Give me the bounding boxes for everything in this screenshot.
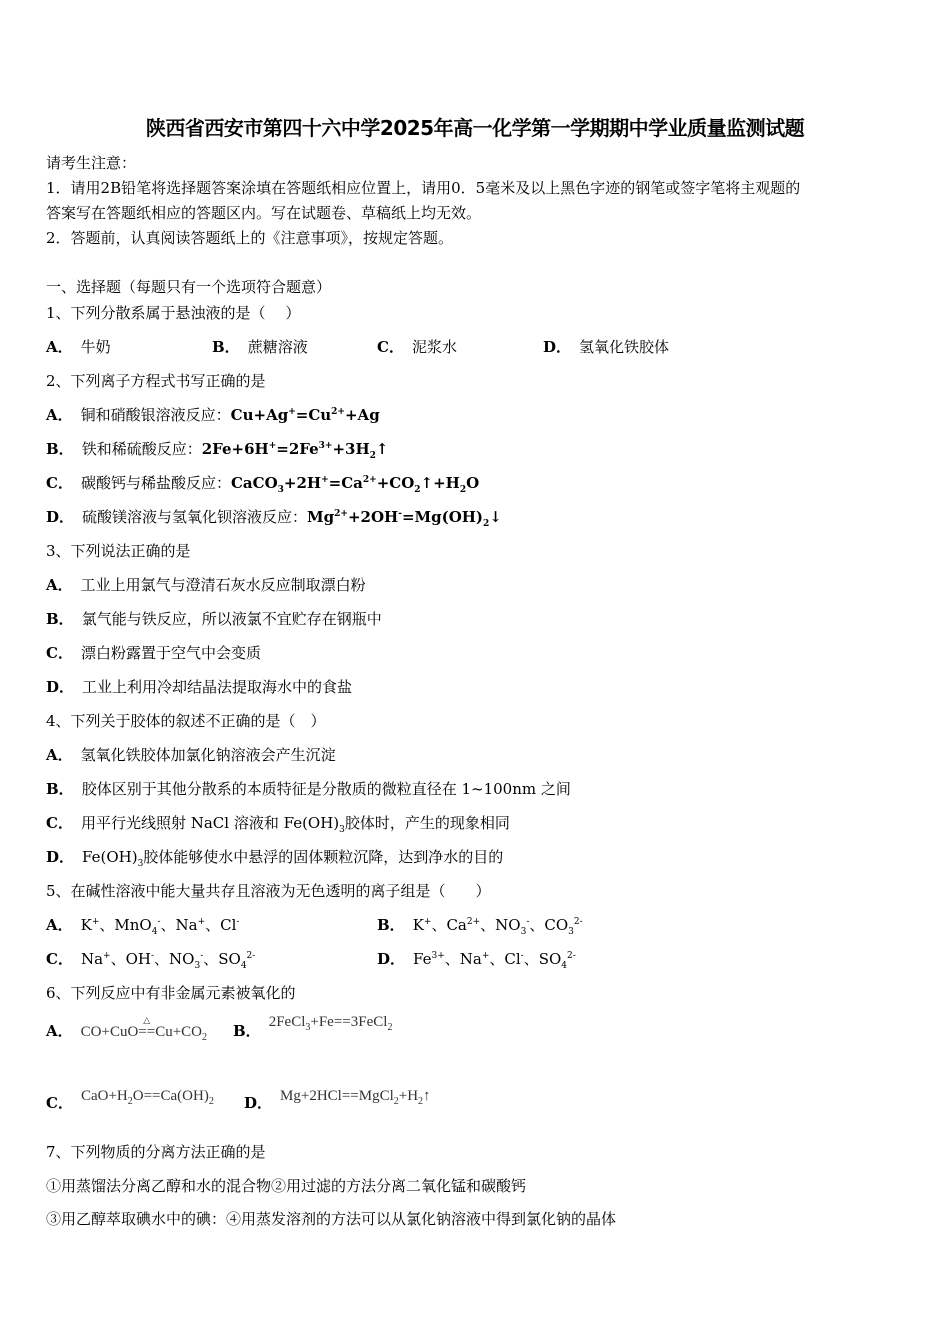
q1-option-c <box>377 336 457 357</box>
q1-option-b <box>212 336 308 357</box>
q4-option-d: D． $Fe(OH)_3$胶体能够使水中悬浮的固体颗粒沉降，达到净水的目的 <box>46 848 504 869</box>
option-text: 硫酸镁溶液与氢氧化钡溶液反应： <box>82 508 308 526</box>
option-text: 氯气能与铁反应，所以液氯不宜贮存在钢瓶中 <box>81 610 382 628</box>
option-label: B． <box>377 916 405 934</box>
option-text: 泥浆水 <box>411 338 457 356</box>
option-text: 铜和硝酸银溶液反应： <box>80 406 231 424</box>
option-label: D． <box>244 1094 273 1112</box>
q3-option-b <box>46 608 382 629</box>
option-label: C． <box>46 814 73 832</box>
option-text: 铁和稀硫酸反应： <box>81 440 202 458</box>
option-text: 氢氧化铁胶体加氯化钠溶液会产生沉淀 <box>80 746 336 764</box>
option-text: 氢氧化铁胶体 <box>579 338 670 356</box>
section-heading: 一、选择题（每题只有一个选项符合题意） <box>46 278 332 296</box>
option-label: C． <box>46 474 73 492</box>
q4-option-c: C． 用平行光线照射 NaCl 溶液和 $Fe(OH)_3$胶体时，产生的现象相同 <box>46 814 510 835</box>
q3-option-c <box>46 642 261 663</box>
option-label: C． <box>46 950 73 968</box>
q1-option-d <box>543 336 669 357</box>
notice-item-2: 2．答题前，认真阅读答题纸上的《注意事项》，按规定答题。 <box>46 229 454 247</box>
option-label: A． <box>46 1022 73 1040</box>
option-label: D． <box>46 848 75 866</box>
q2-option-b <box>46 438 388 459</box>
option-label: A． <box>46 576 73 594</box>
option-text: 胶体能够使水中悬浮的固体颗粒沉降，达到净水的目的 <box>143 848 504 866</box>
q3-option-d <box>46 676 352 697</box>
option-text: $Fe^{3+}$、Na+、Cl-、$SO_4^{2-}$ <box>413 950 576 971</box>
q1-option-a <box>46 336 111 357</box>
q5-option-d <box>377 948 576 969</box>
option-label: B． <box>233 1022 261 1040</box>
q6-option-a <box>46 1015 208 1043</box>
option-label: D． <box>46 678 75 696</box>
option-label: D． <box>46 508 75 526</box>
q2-option-a <box>46 404 380 425</box>
option-label: C． <box>46 644 73 662</box>
option-label: A． <box>46 916 73 934</box>
notice-heading: 请考生注意： <box>46 154 137 172</box>
option-label: B． <box>46 610 74 628</box>
option-label: C． <box>46 1094 73 1112</box>
option-text: Na+、OH-、$NO_3^-$、$SO_4^{2-}$ <box>80 950 256 971</box>
equation: $CaO+H_2O==Ca(OH)_2$ <box>80 1088 214 1107</box>
option-label: A． <box>46 338 73 356</box>
q5-option-a <box>46 914 239 935</box>
question-7-stem: 7、下列物质的分离方法正确的是 <box>46 1143 266 1161</box>
equation: $Cu+Ag^+=Cu^{2+}+Ag$ <box>230 406 380 424</box>
option-text: 工业上用氯气与澄清石灰水反应制取漂白粉 <box>80 576 366 594</box>
q2-option-c <box>46 472 479 493</box>
q5-option-c <box>46 948 255 969</box>
option-label: A． <box>46 746 73 764</box>
notice-item-1-line-2: 答案写在答题纸相应的答题区内。写在试题卷、草稿纸上均无效。 <box>46 204 482 222</box>
option-text: 牛奶 <box>80 338 111 356</box>
q7-statement-line-2: ③用乙醇萃取碘水中的碘：④用蒸发溶剂的方法可以从氯化钠溶液中得到氯化钠的晶体 <box>46 1210 617 1228</box>
option-label: C． <box>377 338 404 356</box>
option-label: D． <box>543 338 572 356</box>
question-5-stem: 5、在碱性溶液中能大量共存且溶液为无色透明的离子组是（ ） <box>46 882 491 900</box>
option-label: B． <box>212 338 240 356</box>
q6-option-c <box>46 1088 214 1113</box>
question-4-stem: 4、下列关于胶体的叙述不正确的是（ ） <box>46 712 326 730</box>
option-text: 工业上利用冷却结晶法提取海水中的食盐 <box>82 678 353 696</box>
equation: $2Fe+6H^+=2Fe^{3+}+3H_2↑$ <box>201 440 389 461</box>
q3-option-a <box>46 574 366 595</box>
option-text: 用平行光线照射 NaCl 溶液和 Fe(OH) <box>80 814 340 832</box>
option-label: D． <box>377 950 406 968</box>
option-text: K+、MnO$_4$-、Na+、Cl- <box>80 916 240 937</box>
option-label: A． <box>46 406 73 424</box>
equation: $Mg^{2+}+2OH^-=Mg(OH)_2↓$ <box>307 508 502 529</box>
option-text: Fe(OH) <box>82 848 138 866</box>
equation: CO+CuO △ $==Cu+CO_2$ <box>80 1015 208 1043</box>
option-label: B． <box>46 780 74 798</box>
notice-item-1-line-1: 1．请用2B铅笔将选择题答案涂填在答题纸相应位置上，请用0．5毫米及以上黑色字迹的钢笔或签字笔将主观题的 <box>46 179 801 197</box>
option-label: B． <box>46 440 74 458</box>
question-1-stem: 1、下列分散系属于悬浊液的是（ ） <box>46 304 301 322</box>
q2-option-d <box>46 506 502 527</box>
question-2-stem: 2、下列离子方程式书写正确的是 <box>46 372 266 390</box>
question-3-stem: 3、下列说法正确的是 <box>46 542 191 560</box>
q7-statement-line-1: ①用蒸馏法分离乙醇和水的混合物②用过滤的方法分离二氧化锰和碳酸钙 <box>46 1177 527 1195</box>
equation: 2FeCl$_3$+Fe==3FeCl$_2$ <box>268 1014 393 1033</box>
q6-option-d <box>244 1088 431 1113</box>
q4-option-b <box>46 778 571 799</box>
option-text: 漂白粉露置于空气中会变质 <box>80 644 261 662</box>
q5-option-b <box>377 914 583 935</box>
option-text: 胶体时，产生的现象相同 <box>344 814 510 832</box>
equation: $CaCO_3+2H^+=Ca^{2+}+CO_2↑+H_2O$ <box>230 474 480 495</box>
equation: $Mg+2HCl==MgCl_2+H_2↑$ <box>280 1088 431 1107</box>
option-text: K+、$Ca^{2+}$、$NO_3^-$、$CO_3^{2-}$ <box>412 916 583 937</box>
option-text: 碳酸钙与稀盐酸反应： <box>80 474 231 492</box>
q6-option-b <box>233 1014 393 1041</box>
option-text: 蔗糖溶液 <box>247 338 308 356</box>
page-title: 陕西省西安市第四十六中学2025年高一化学第一学期期中学业质量监测试题 <box>145 116 805 140</box>
option-text: 胶体区别于其他分散系的本质特征是分散质的微粒直径在 1~100nm 之间 <box>81 780 571 798</box>
question-6-stem: 6、下列反应中有非金属元素被氧化的 <box>46 984 296 1002</box>
q4-option-a <box>46 744 336 765</box>
